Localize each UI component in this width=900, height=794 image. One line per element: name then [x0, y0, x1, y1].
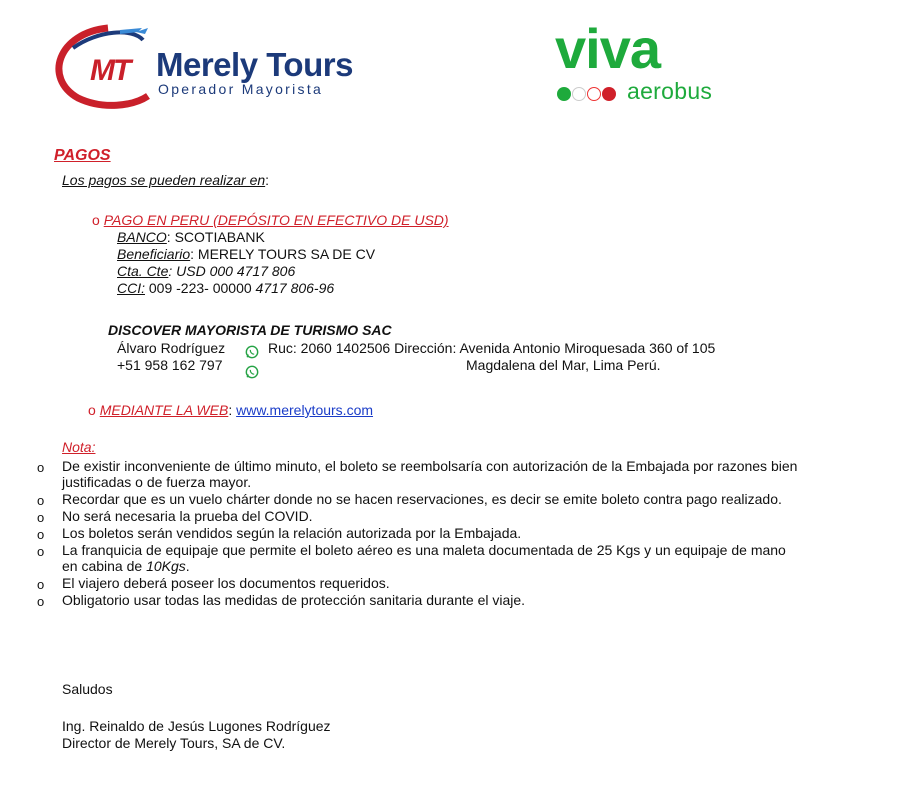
bullet: o: [37, 510, 45, 525]
signer-role: Director de Merely Tours, SA de CV.: [62, 735, 286, 751]
signer-name: Ing. Reinaldo de Jesús Lugones Rodríguez: [62, 718, 331, 734]
list-item: justificadas o de fuerza mayor.: [62, 474, 252, 490]
bullet: o: [37, 594, 45, 609]
web-line: o MEDIANTE LA WEB: www.merelytours.com: [88, 402, 374, 418]
nota-title: Nota:: [62, 439, 96, 455]
list-item: Obligatorio usar todas las medidas de protección sanitaria durante el viaje.: [62, 592, 526, 608]
discover-company: DISCOVER MAYORISTA DE TURISMO SAC: [108, 322, 392, 338]
beneficiario-line: Beneficiario: MERELY TOURS SA DE CV: [117, 246, 376, 262]
bullet: o: [37, 460, 45, 475]
logo-dots-icon: [557, 85, 617, 101]
ruc-address: Ruc: 2060 1402506 Dirección: Avenida Antonio Miroquesada 360 of 105: [268, 340, 716, 356]
whatsapp-icon[interactable]: [245, 345, 259, 359]
bullet: o: [37, 577, 45, 592]
list-item: Recordar que es un vuelo chárter donde no se hacen reservaciones, es decir se emite boleto contra pago realizado.: [62, 491, 782, 507]
list-item: El viajero deberá poseer los documentos requeridos.: [62, 575, 390, 591]
peru-heading: o PAGO EN PERU (DEPÓSITO EN EFECTIVO DE USD): [92, 212, 449, 228]
list-item: No será necesaria la prueba del COVID.: [62, 508, 313, 524]
logo-tagline: Operador Mayorista: [158, 81, 324, 97]
pagos-intro: Los pagos se pueden realizar en:: [62, 172, 270, 188]
list-item: Los boletos serán vendidos según la relación autorizada por la Embajada.: [62, 525, 522, 541]
viva-wordmark: viva: [555, 17, 660, 80]
merely-tours-logo: [48, 18, 358, 118]
website-link[interactable]: www.merelytours.com: [236, 402, 374, 418]
bullet: o: [37, 493, 45, 508]
list-item: en cabina de 10Kgs.: [62, 558, 190, 574]
logo-monogram: MT: [90, 54, 130, 87]
list-item: La franquicia de equipaje que permite el boleto aéreo es una maleta documentada de 25 Kgs y un equipaje de mano: [62, 542, 786, 558]
contact-name: Álvaro Rodríguez: [117, 340, 226, 356]
list-item: De existir inconveniente de último minuto, el boleto se reembolsaría con autorización de la Embajada por razones bien: [62, 458, 798, 474]
cta-line: Cta. Cte: USD 000 4717 806: [117, 263, 296, 279]
banco-line: BANCO: SCOTIABANK: [117, 229, 265, 245]
bullet: o: [37, 544, 45, 559]
address-line-2: Magdalena del Mar, Lima Perú.: [466, 357, 661, 373]
whatsapp-icon[interactable]: [245, 365, 259, 379]
cci-line: CCI: 009 -223- 00000 4717 806-96: [117, 280, 335, 296]
pagos-title: PAGOS: [54, 147, 111, 164]
greeting: Saludos: [62, 681, 113, 697]
bullet: o: [37, 527, 45, 542]
viva-aerobus-logo: [555, 17, 755, 108]
aerobus-wordmark: aerobus: [627, 78, 713, 104]
logo-name: Merely Tours: [156, 46, 353, 83]
contact-phone: +51 958 162 797: [117, 357, 223, 373]
